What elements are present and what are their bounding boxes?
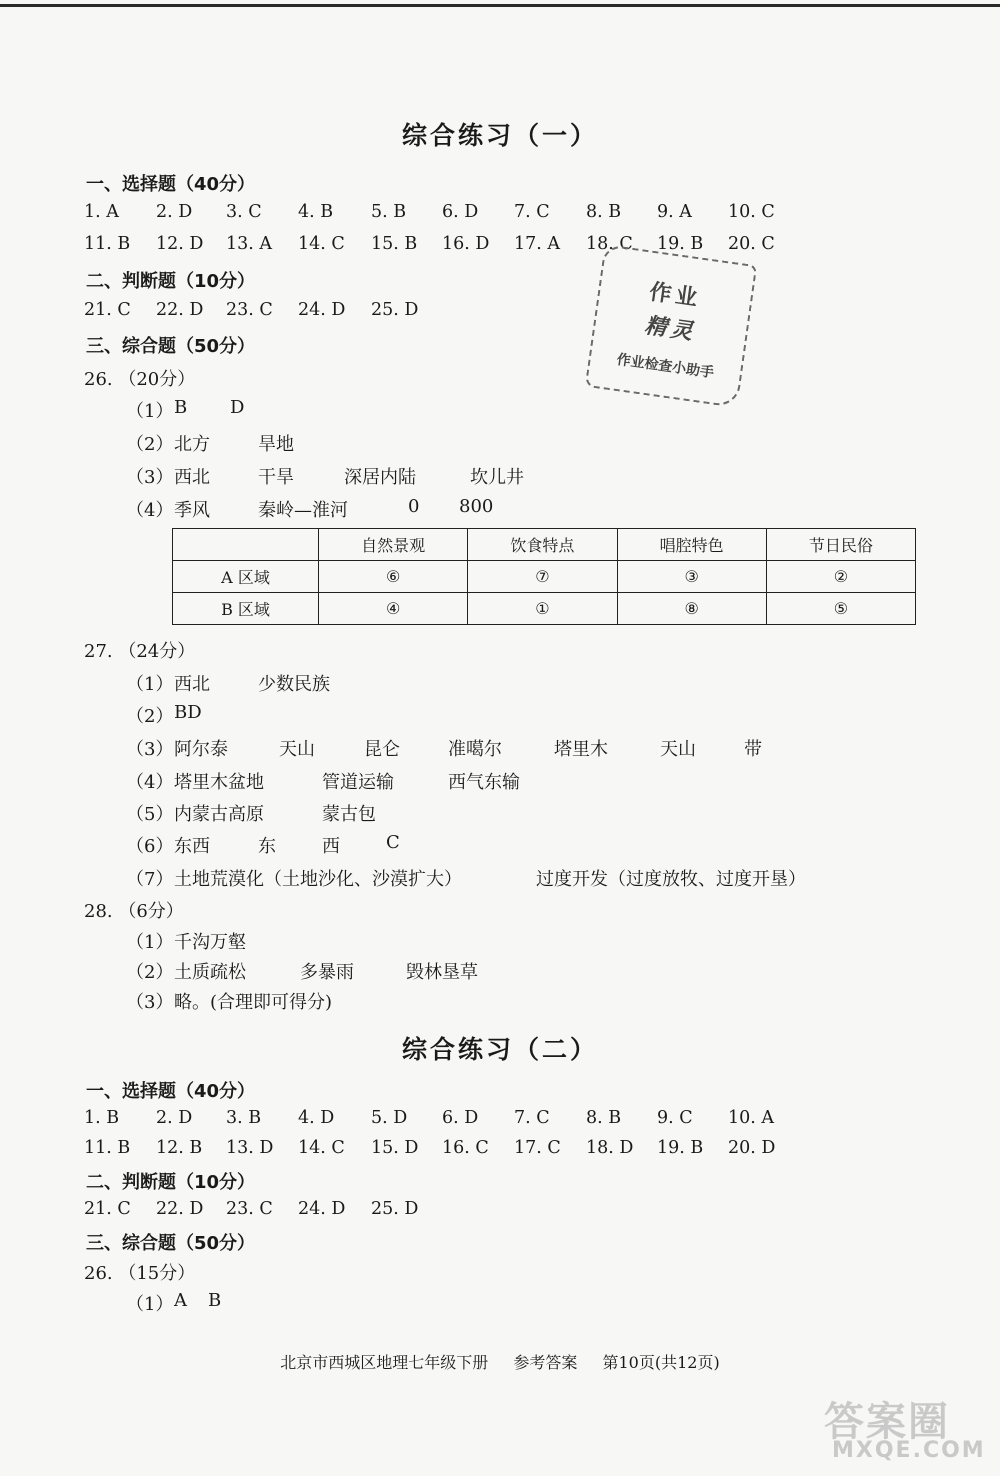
answer-text: 略。(合理即可得分) xyxy=(174,992,333,1013)
answer-text: 多暴雨 xyxy=(300,962,354,983)
answer-text: 天山 xyxy=(279,739,315,760)
sub-number: （1） xyxy=(126,674,174,695)
answer-item: 17. C xyxy=(514,1138,561,1158)
part2-section-comprehensive: 三、综合题（50分） xyxy=(86,1233,256,1254)
part2-title: 综合练习（二） xyxy=(401,1035,598,1064)
answer-item: 24. D xyxy=(298,1199,346,1219)
sub-number: （3） xyxy=(126,992,174,1013)
stamp-line-2: 精灵 xyxy=(643,313,698,346)
answer-item: 24. D xyxy=(298,300,346,320)
table-row xyxy=(173,561,916,593)
answer-item: 8. B xyxy=(586,202,622,222)
answer-text: 毁林垦草 xyxy=(406,962,478,983)
sub-number: （1） xyxy=(126,932,174,953)
answer-text: B xyxy=(208,1290,222,1311)
sub-number: （2） xyxy=(126,434,174,455)
watermark-url: MXQE.COM xyxy=(832,1438,986,1463)
answer-item: 21. C xyxy=(84,300,131,320)
answer-text: 天山 xyxy=(660,739,696,760)
footer-book-title: 北京市西城区地理七年级下册 xyxy=(280,1353,489,1372)
answer-text: 800 xyxy=(459,496,494,517)
answer-text: 少数民族 xyxy=(258,674,330,695)
site-watermark xyxy=(818,1390,988,1470)
answer-text: 塔里木盆地 xyxy=(174,772,264,793)
answer-text: 深居内陆 xyxy=(344,467,416,488)
page-footer xyxy=(0,1350,1000,1373)
q26-heading: 26. （20分） xyxy=(84,369,196,390)
answer-item: 22. D xyxy=(156,300,204,320)
table-cell: ④ xyxy=(319,593,468,625)
answer-text: 昆仑 xyxy=(364,739,400,760)
table-cell: B 区域 xyxy=(173,593,319,625)
answer-item: 20. C xyxy=(728,234,775,254)
table-header-cell: 节日民俗 xyxy=(766,529,915,561)
part2-section-judge: 二、判断题（10分） xyxy=(86,1172,256,1193)
answer-item: 12. D xyxy=(156,234,204,254)
answer-item: 16. D xyxy=(442,234,490,254)
answer-item: 20. D xyxy=(728,1138,776,1158)
answer-text: 旱地 xyxy=(258,434,294,455)
table-cell: ⑤ xyxy=(766,593,915,625)
answer-item: 18. C xyxy=(586,234,633,254)
table-header-cell: 饮食特点 xyxy=(468,529,617,561)
answer-text: 带 xyxy=(744,739,762,760)
table-header-row xyxy=(173,529,916,561)
homework-helper-stamp xyxy=(585,244,758,408)
answer-item: 13. D xyxy=(226,1138,274,1158)
answer-item: 9. C xyxy=(657,1108,693,1128)
answer-text: 北方 xyxy=(174,434,210,455)
answer-item: 19. B xyxy=(657,234,704,254)
answer-item: 4. B xyxy=(298,202,334,222)
sub-number: （6） xyxy=(126,836,174,857)
answer-item: 10. C xyxy=(728,202,775,222)
answer-text: B xyxy=(174,397,188,418)
answer-item: 3. B xyxy=(226,1108,262,1128)
part1-title: 综合练习（一） xyxy=(401,121,598,150)
answer-text: A xyxy=(174,1290,187,1311)
part2-section-choice: 一、选择题（40分） xyxy=(86,1081,256,1102)
answer-item: 14. C xyxy=(298,234,345,254)
sub-number: （2） xyxy=(126,962,174,983)
answer-text: 内蒙古高原 xyxy=(174,804,264,825)
answer-text: 西北 xyxy=(174,674,210,695)
answer-text: 土地荒漠化（土地沙化、沙漠扩大） xyxy=(174,869,462,890)
answer-text: 西 xyxy=(322,836,340,857)
sub-number: （4） xyxy=(126,772,174,793)
table-header-cell: 唱腔特色 xyxy=(617,529,766,561)
answer-item: 12. B xyxy=(156,1138,203,1158)
answer-text: 季风 xyxy=(174,500,210,521)
answer-item: 7. C xyxy=(514,202,550,222)
answer-item: 1. B xyxy=(84,1108,120,1128)
answer-item: 16. C xyxy=(442,1138,489,1158)
answer-text: 蒙古包 xyxy=(322,804,376,825)
table-cell: ⑧ xyxy=(617,593,766,625)
answer-item: 9. A xyxy=(657,202,692,222)
answer-item: 8. B xyxy=(586,1108,622,1128)
answer-item: 2. D xyxy=(156,1108,193,1128)
answer-item: 3. C xyxy=(226,202,262,222)
region-answer-table xyxy=(172,528,916,625)
table-cell: ② xyxy=(766,561,915,593)
sub-number: （7） xyxy=(126,869,174,890)
answer-item: 25. D xyxy=(371,1199,419,1219)
answer-item: 17. A xyxy=(514,234,561,254)
q27-heading: 27. （24分） xyxy=(84,641,196,662)
part2-q26-heading: 26. （15分） xyxy=(84,1263,196,1284)
sub-number: （3） xyxy=(126,467,174,488)
table-cell: ① xyxy=(468,593,617,625)
table-header-cell: 自然景观 xyxy=(319,529,468,561)
sub-number: （4） xyxy=(126,500,174,521)
table-header-cell xyxy=(173,529,319,561)
answer-item: 22. D xyxy=(156,1199,204,1219)
answer-text: 土质疏松 xyxy=(174,962,246,983)
answer-item: 13. A xyxy=(226,234,273,254)
answer-text: 东 xyxy=(258,836,276,857)
answer-text: D xyxy=(230,397,245,418)
table-cell: ⑦ xyxy=(468,561,617,593)
stamp-line-1: 作业 xyxy=(647,279,703,312)
answer-item: 19. B xyxy=(657,1138,704,1158)
answer-item: 23. C xyxy=(226,300,273,320)
answer-item: 2. D xyxy=(156,202,193,222)
part1-section-comprehensive: 三、综合题（50分） xyxy=(86,336,256,357)
watermark-logo-text: 答案圈 xyxy=(824,1399,950,1445)
footer-page-number: 第10页(共12页) xyxy=(602,1353,720,1372)
answer-item: 23. C xyxy=(226,1199,273,1219)
answer-text: 干旱 xyxy=(258,467,294,488)
footer-section: 参考答案 xyxy=(513,1353,578,1372)
answer-item: 18. D xyxy=(586,1138,634,1158)
answer-text: 西北 xyxy=(174,467,210,488)
answer-item: 11. B xyxy=(84,1138,131,1158)
table-cell: ⑥ xyxy=(319,561,468,593)
answer-item: 15. D xyxy=(371,1138,419,1158)
answer-item: 10. A xyxy=(728,1108,775,1128)
answer-text: 0 xyxy=(408,496,420,517)
answer-text: BD xyxy=(174,702,202,723)
sub-number: （3） xyxy=(126,739,174,760)
answer-item: 11. B xyxy=(84,234,131,254)
answer-text: 坎儿井 xyxy=(470,467,524,488)
sub-number: （5） xyxy=(126,804,174,825)
answer-text: 西气东输 xyxy=(448,772,520,793)
answer-text: 秦岭—淮河 xyxy=(258,500,348,521)
table-cell: A 区域 xyxy=(173,561,319,593)
table-row xyxy=(173,593,916,625)
part1-section-judge: 二、判断题（10分） xyxy=(86,271,256,292)
top-edge-line xyxy=(0,4,1000,7)
sub-number: （1） xyxy=(126,1294,174,1315)
answer-item: 7. C xyxy=(514,1108,550,1128)
answer-text: 管道运输 xyxy=(322,772,394,793)
table-cell: ③ xyxy=(617,561,766,593)
answer-item: 6. D xyxy=(442,202,479,222)
sub-number: （2） xyxy=(126,706,174,727)
answer-text: 东西 xyxy=(174,836,210,857)
answer-item: 6. D xyxy=(442,1108,479,1128)
answer-text: 准噶尔 xyxy=(448,739,502,760)
answer-item: 5. B xyxy=(371,202,407,222)
part1-section-choice: 一、选择题（40分） xyxy=(86,174,256,195)
answer-text: 千沟万壑 xyxy=(174,932,246,953)
sub-number: （1） xyxy=(126,401,174,422)
q28-heading: 28. （6分） xyxy=(84,901,184,922)
answer-item: 25. D xyxy=(371,300,419,320)
answer-item: 5. D xyxy=(371,1108,408,1128)
answer-text: 阿尔泰 xyxy=(174,739,228,760)
answer-item: 21. C xyxy=(84,1199,131,1219)
answer-item: 4. D xyxy=(298,1108,335,1128)
answer-text: C xyxy=(386,832,400,853)
answer-text: 过度开发（过度放牧、过度开垦） xyxy=(536,869,806,890)
answer-item: 15. B xyxy=(371,234,418,254)
answer-item: 14. C xyxy=(298,1138,345,1158)
answer-text: 塔里木 xyxy=(554,739,608,760)
stamp-line-3: 作业检查小助手 xyxy=(615,351,715,382)
answer-item: 1. A xyxy=(84,202,119,222)
